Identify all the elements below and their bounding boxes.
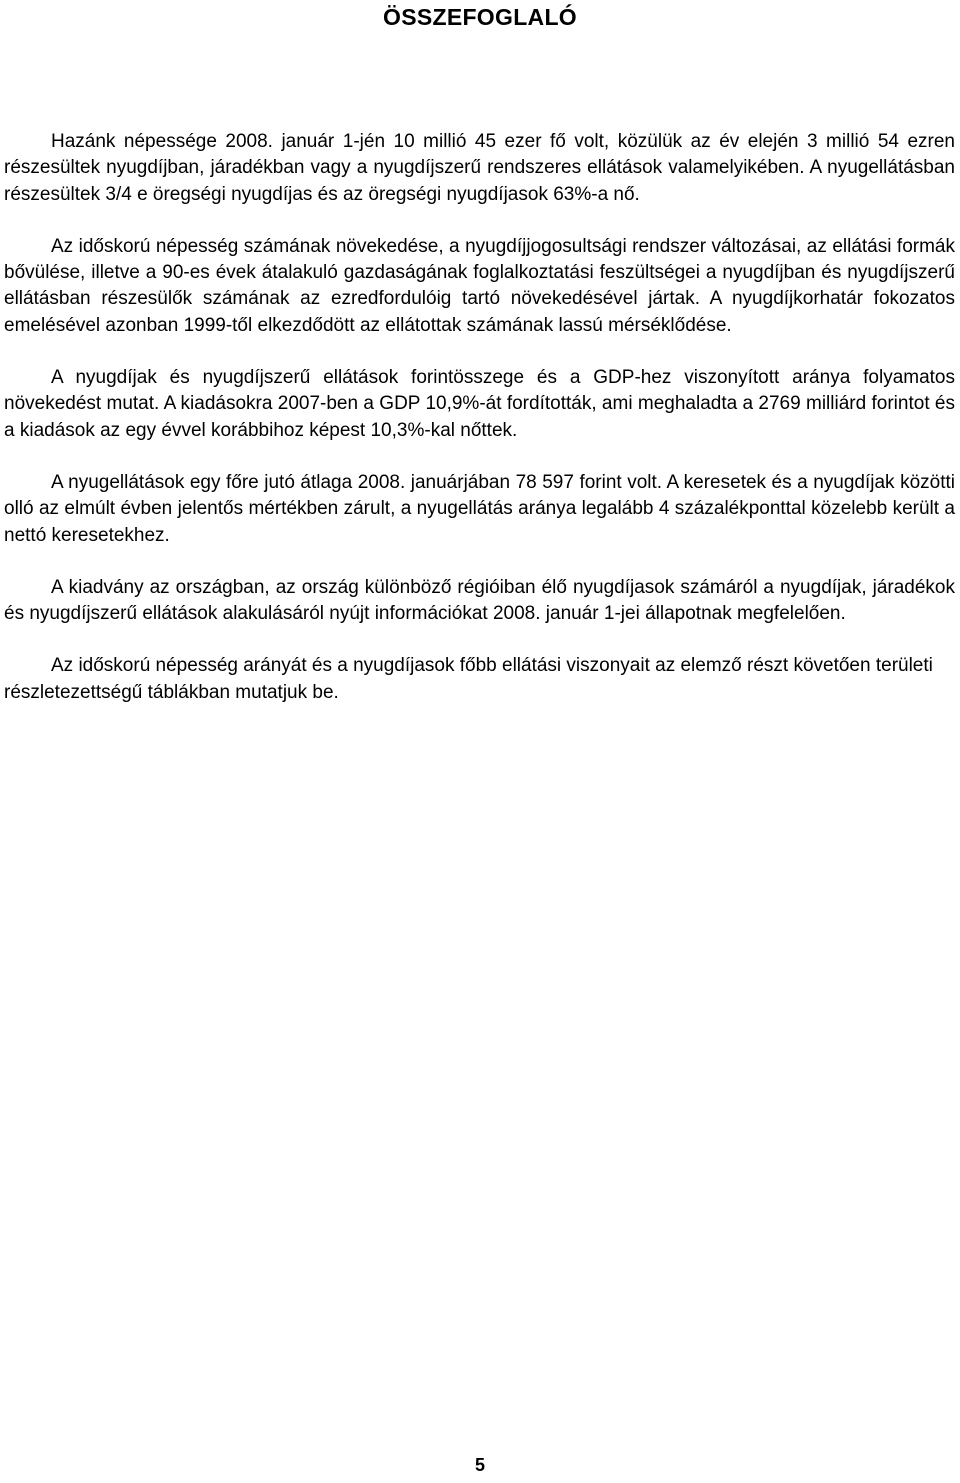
summary-body [4,129,955,706]
paragraph-elderly-growth: Az időskorú népesség számának növekedése, a nyugdíjjogosultsági rendszer változásai, az ellátási formák bővülése, illetve a 90-es évek átalakuló gazdaságának foglalkoztatási feszültségei a nyugdíjban és nyugdíjszerű ellátásban részesülők számának az ezredfordulóig tartó növekedésével jártak. A nyugdíjkorhatár fokozatos emelésével azonban 1999-től elkezdődött az ellátottak számának lassú mérséklődése. [4,235,955,336]
paragraph-publication-scope: A kiadvány az országban, az ország különböző régióiban élő nyugdíjasok számáról a nyugdíjak, járadékok és nyugdíjszerű ellátások alakulásáról nyújt információkat 2008. január 1-jei állapotnak megfelelően. [4,576,955,625]
page-title: ÖSSZEFOGLALÓ [383,4,577,30]
paragraph-average-pension: A nyugellátások egy főre jutó átlaga 2008. januárjában 78 597 forint volt. A keresetek és a nyugdíjak közötti olló az elmúlt évben jelentős mértékben zárult, a nyugellátás aránya legalább 4 százalékponttal közelebb került a nettó keresetekhez. [4,471,955,546]
paragraph-pension-expenditure: A nyugdíjak és nyugdíjszerű ellátások forintösszege és a GDP-hez viszonyított aránya folyamatos növekedést mutat. A kiadásokra 2007-ben a GDP 10,9%-át fordították, ami meghaladta a 2769 milliárd forintot és a kiadások az egy évvel korábbihoz képest 10,3%-kal nőttek. [4,367,955,441]
paragraph-regional-tables: Az időskorú népesség arányát és a nyugdíjasok főbb ellátási viszonyait az elemző részt követően területi részletezettségű táblákban mutatjuk be. [4,655,933,703]
paragraph-population: Hazánk népessége 2008. január 1-jén 10 millió 45 ezer fő volt, közülük az év elején 3 millió 54 ezren részesültek nyugdíjban, járadékban vagy a nyugdíjszerű rendszeres ellátások valamelyikében. A nyugellátásban részesültek 3/4 e öregségi nyugdíjas és az öregségi nyugdíjasok 63%-a nő. [4,131,955,205]
page-number: 5 [474,1455,485,1475]
